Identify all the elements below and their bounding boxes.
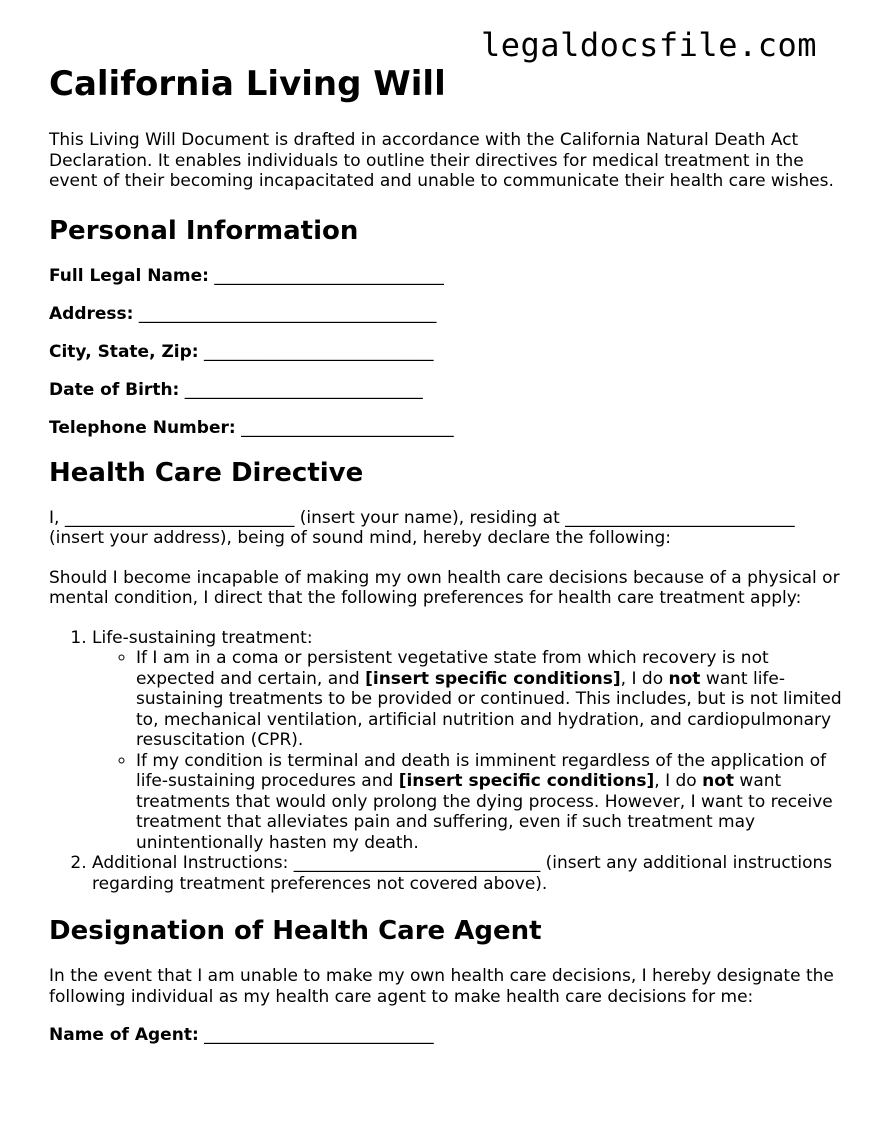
- field-label: City, State, Zip:: [49, 341, 199, 362]
- field-blank: ___________________________: [204, 1025, 434, 1045]
- document-page: [49, 60, 849, 1063]
- field-label: Date of Birth:: [49, 379, 180, 400]
- text-run: If I am in a coma or persistent vegetative state from which recovery is not expected and certain, and: [136, 648, 769, 689]
- telephone-field[interactable]: [49, 418, 849, 438]
- intro-paragraph: This Living Will Document is drafted in accordance with the California Natural Death Act Declaration. It enables individuals to outline their directives for medical treatment in the event of their becoming incapacitated and unable to communicate their health care wishes.: [49, 130, 834, 191]
- full-name-field[interactable]: [49, 266, 849, 286]
- section-heading-personal: Personal Information: [49, 215, 359, 246]
- agent-name-field[interactable]: [49, 1025, 849, 1045]
- field-label: Name of Agent:: [49, 1025, 199, 1045]
- incapacity-paragraph: Should I become incapable of making my own health care decisions because of a physical or mental condition, I direct that the following preferences for health care treatment apply:: [49, 567, 840, 608]
- sub-item-terminal: [136, 751, 849, 854]
- field-blank: ___________________________: [203, 341, 434, 362]
- text-run: If my condition is terminal and death is imminent regardless of the application of life-sustaining procedures and: [136, 750, 827, 791]
- document-title: California Living Will: [49, 64, 446, 104]
- section-heading-directive: Health Care Directive: [49, 457, 364, 488]
- field-blank: ____________________________: [184, 379, 423, 400]
- emphasis-not: not: [668, 668, 701, 689]
- declaration-paragraph: I, ___________________________ (insert your name), residing at ___________________________ (insert your address), being of sound mind, hereby declare the following:: [49, 507, 795, 548]
- field-blank: ___________________________: [214, 265, 444, 286]
- sub-list: [92, 648, 849, 853]
- agent-paragraph: In the event that I am unable to make my own health care decisions, I hereby designate the following individual as my health care agent to make health care decisions for me:: [49, 966, 834, 1007]
- city-state-zip-field[interactable]: [49, 342, 849, 362]
- placeholder-conditions: [insert specific conditions]: [365, 668, 621, 689]
- list-item-label: Life-sustaining treatment:: [92, 627, 313, 648]
- emphasis-not: not: [702, 771, 735, 791]
- field-label: Telephone Number:: [49, 417, 236, 438]
- list-item-life-sustaining: [92, 628, 849, 854]
- section-heading-agent: Designation of Health Care Agent: [49, 916, 542, 946]
- list-item-additional: 2. Additional Instructions: _____________________________ (insert any additional instructions regarding treatment preferences not covered above).: [92, 853, 849, 894]
- date-of-birth-field[interactable]: [49, 380, 849, 400]
- field-blank: ___________________________________: [138, 303, 437, 324]
- field-blank: _________________________: [241, 417, 454, 438]
- text-run: , I do: [620, 668, 669, 689]
- field-label: Address:: [49, 303, 134, 324]
- text-run: want life-sustaining treatments to be provided or continued. This includes, but is not limited to, mechanical ventilation, artificial nutrition and hydration, and cardiopulmonary resuscitation (CPR).: [136, 668, 842, 750]
- text-run: want treatments that would only prolong the dying process. However, I want to receive treatment that alleviates pain and suffering, even if such treatment may unintentionally hasten my death.: [136, 771, 833, 853]
- address-field[interactable]: [49, 304, 849, 324]
- field-label: Full Legal Name:: [49, 265, 209, 286]
- watermark: legaldocsfile.com: [481, 26, 818, 64]
- placeholder-conditions: [insert specific conditions]: [398, 771, 655, 791]
- sub-item-coma: [136, 648, 849, 751]
- directive-list: [49, 628, 849, 895]
- text-run: , I do: [654, 771, 703, 791]
